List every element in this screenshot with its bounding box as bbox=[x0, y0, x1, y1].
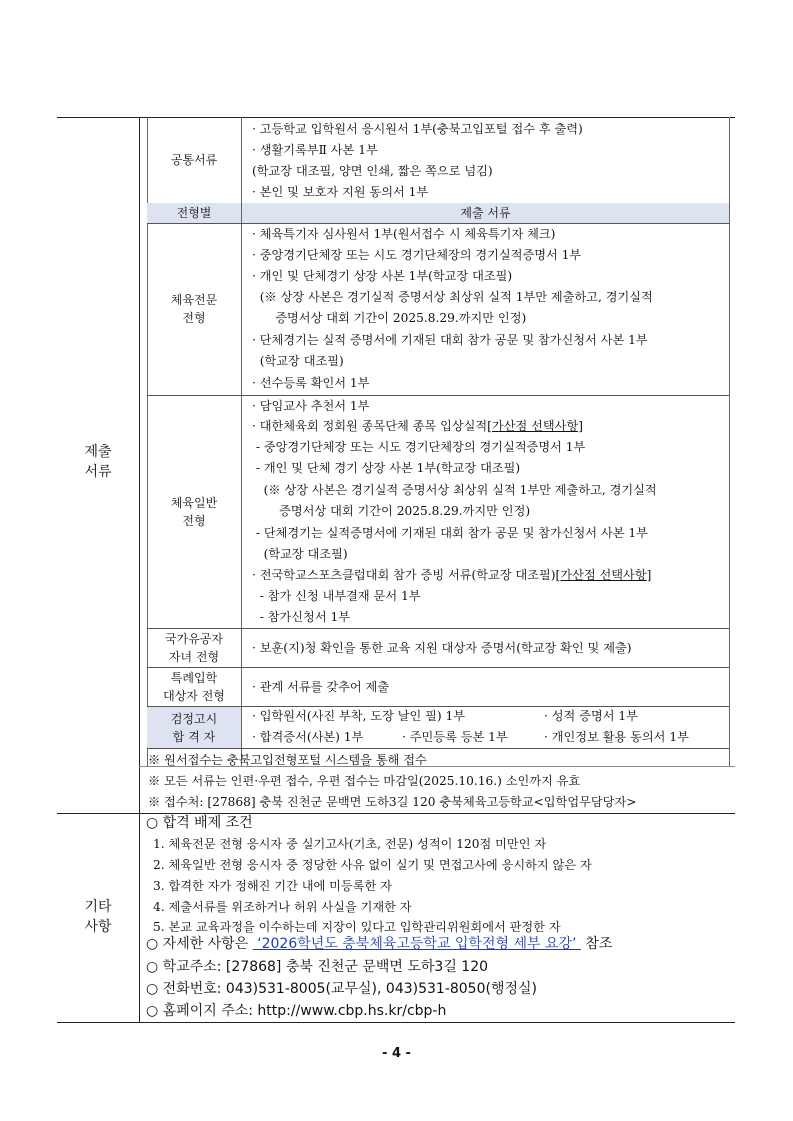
ged-r2c1: · 합격증서(사본) 1부 bbox=[252, 730, 364, 744]
expert-line-2: · 중앙경기단체장 또는 시도 경기단체장의 경기실적증명서 1부 bbox=[252, 248, 582, 262]
veterans-line: · 보훈(지)청 확인을 통한 교육 지원 대상자 증명서(학교장 확인 및 제출) bbox=[252, 641, 632, 655]
bottom-rule bbox=[57, 1022, 735, 1023]
section-label-line: 기타 bbox=[84, 899, 112, 915]
general-line-4: - 개인 및 단체 경기 상장 사본 1부(학교장 대조필) bbox=[252, 461, 521, 475]
sports-general-label bbox=[147, 395, 241, 628]
general-line-7: - 단체경기는 실적증명서에 기재된 대회 참가 공문 및 참가신청서 사본 1부 bbox=[252, 526, 648, 540]
details-line bbox=[146, 934, 612, 954]
general-line-10: - 참가 신청 내부결재 문서 1부 bbox=[252, 589, 421, 603]
homepage-address: ○ 홈페이지 주소: http://www.cbp.hs.kr/cbp-h bbox=[146, 1003, 447, 1019]
note-line-2: ※ 모든 서류는 인편·우편 접수, 우편 접수는 마감일(2025.10.16.) 소인까지 유효 bbox=[148, 774, 581, 788]
common-docs-label bbox=[147, 117, 241, 203]
common-line-3: (학교장 대조필, 양면 인쇄, 짧은 쪽으로 넘김) bbox=[252, 164, 493, 178]
admission-guide-link[interactable]: ‘2026학년도 충북체육고등학교 입학전형 세부 요강’ bbox=[252, 936, 581, 952]
general-line-11: - 참가신청서 1부 bbox=[252, 610, 351, 624]
details-suffix: 참조 bbox=[580, 936, 613, 952]
ged-r2c3: · 개인정보 활용 동의서 1부 bbox=[544, 730, 689, 744]
veterans-label bbox=[147, 628, 241, 667]
expert-line-5: 증명서상 대회 기간이 2025.8.29.까지만 인정) bbox=[252, 311, 527, 325]
general-line-5: (※ 상장 사본은 경기실적 증명서상 최상위 실적 1부만 제출하고, 경기실적 bbox=[252, 483, 657, 497]
ged-label bbox=[147, 707, 241, 748]
category-label: 공통서류 bbox=[170, 153, 218, 167]
exclusion-5: 5. 본교 교육과정을 이수하는데 지장이 있다고 입학관리위원회에서 판정한 자 bbox=[153, 920, 561, 934]
exclusion-4: 4. 제출서류를 위조하거나 허위 사실을 기재한 자 bbox=[153, 900, 412, 914]
label-column-divider bbox=[139, 117, 140, 1022]
note-line-3: ※ 접수처: [27868] 충북 진천군 문백면 도하3길 120 충북체육고등학교<입학업무담당자> bbox=[148, 795, 637, 809]
general-line-3: - 중앙경기단체장 또는 시도 경기단체장의 경기실적증명서 1부 bbox=[252, 440, 586, 454]
expert-line-3: · 개인 및 단체경기 상장 사본 1부(학교장 대조필) bbox=[252, 269, 513, 283]
sports-expert-label bbox=[147, 223, 241, 395]
category-label-line: 체육전문 bbox=[170, 293, 218, 307]
general-line-9-text: · 전국학교스포츠클럽대회 참가 증빙 서류(학교장 대조필) bbox=[252, 568, 556, 582]
details-prefix: ○ 자세한 사항은 bbox=[146, 936, 253, 952]
ged-r2c2: · 주민등록 등본 1부 bbox=[402, 730, 508, 744]
category-label-line: 국가유공자 bbox=[165, 631, 223, 646]
other-section-label bbox=[57, 897, 139, 937]
category-label-line: 전형 bbox=[182, 311, 206, 325]
category-label-line: 특례입학 bbox=[170, 670, 218, 685]
section-label-line: 사항 bbox=[84, 919, 112, 935]
section-label-line: 서류 bbox=[84, 464, 112, 480]
general-line-9 bbox=[252, 565, 651, 585]
page-number: - 4 - bbox=[382, 1046, 411, 1061]
general-line-2-text: · 대한체육회 정회원 종목단체 종목 입상실적 bbox=[252, 419, 488, 433]
expert-line-1: · 체육특기자 심사원서 1부(원서접수 시 체육특기자 체크) bbox=[252, 227, 556, 241]
category-label-line: 전형 bbox=[182, 513, 206, 528]
expert-line-8: · 선수등록 확인서 1부 bbox=[252, 376, 370, 390]
submission-section-label bbox=[57, 442, 139, 482]
bonus-optional-note: [가산점 선택사항] bbox=[555, 568, 652, 582]
common-line-4: · 본인 및 보호자 지원 동의서 1부 bbox=[252, 185, 429, 199]
header-track: 전형별 bbox=[147, 203, 241, 223]
section-label-line: 제출 bbox=[84, 444, 112, 460]
category-label-line: 자녀 전형 bbox=[168, 649, 220, 664]
category-label-line: 대상자 전형 bbox=[163, 688, 225, 703]
header-documents: 제출 서류 bbox=[242, 203, 729, 223]
special-line: · 관계 서류를 갖추어 제출 bbox=[252, 680, 390, 694]
common-line-1: · 고등학교 입학원서 응시원서 1부(충북고입포털 접수 후 출력) bbox=[252, 122, 583, 136]
expert-line-6: · 단체경기는 실적 증명서에 기재된 대회 참가 공문 및 참가신청서 사본 1부 bbox=[252, 333, 648, 347]
exclusion-title: ○ 합격 배제 조건 bbox=[146, 815, 253, 831]
bonus-optional-note: [가산점 선택사항] bbox=[487, 419, 583, 433]
common-line-2: · 생활기록부Ⅱ 사본 1부 bbox=[252, 143, 378, 157]
exclusion-3: 3. 합격한 자가 정해진 기간 내에 미등록한 자 bbox=[153, 879, 392, 893]
school-address: ○ 학교주소: [27868] 충북 진천군 문백면 도하3길 120 bbox=[146, 959, 489, 975]
row-line bbox=[147, 748, 729, 749]
category-label-line: 합 격 자 bbox=[172, 729, 216, 744]
exclusion-1: 1. 체육전문 전형 응시자 중 실기고사(기초, 전문) 성적이 120점 미만인 자 bbox=[153, 837, 547, 851]
expert-line-4: (※ 상장 사본은 경기실적 증명서상 최상위 실적 1부만 제출하고, 경기실적 bbox=[252, 290, 653, 304]
note-line-1: ※ 원서접수는 충북고입전형포털 시스템을 통해 접수 bbox=[148, 753, 427, 767]
special-admission-label bbox=[147, 667, 241, 706]
inner-right-border bbox=[729, 117, 730, 766]
ged-r1c2: · 성적 증명서 1부 bbox=[544, 709, 638, 723]
exclusion-2: 2. 체육일반 전형 응시자 중 정당한 사유 없이 실기 및 면접고사에 응시하지 않은 자 bbox=[153, 858, 592, 872]
category-label-line: 체육일반 bbox=[170, 495, 218, 510]
expert-line-7: (학교장 대조필) bbox=[252, 354, 344, 368]
ged-r1c1: · 입학원서(사진 부착, 도장 날인 필) 1부 bbox=[252, 709, 466, 723]
category-label-line: 검정고시 bbox=[170, 711, 218, 726]
general-line-1: · 담임교사 추천서 1부 bbox=[252, 399, 370, 413]
general-line-6: 증명서상 대회 기간이 2025.8.29.까지만 인정) bbox=[252, 504, 531, 518]
general-line-2 bbox=[252, 416, 583, 436]
phone-numbers: ○ 전화번호: 043)531-8005(교무실), 043)531-8050(행정실) bbox=[146, 981, 537, 997]
general-line-8: (학교장 대조필) bbox=[252, 547, 348, 561]
